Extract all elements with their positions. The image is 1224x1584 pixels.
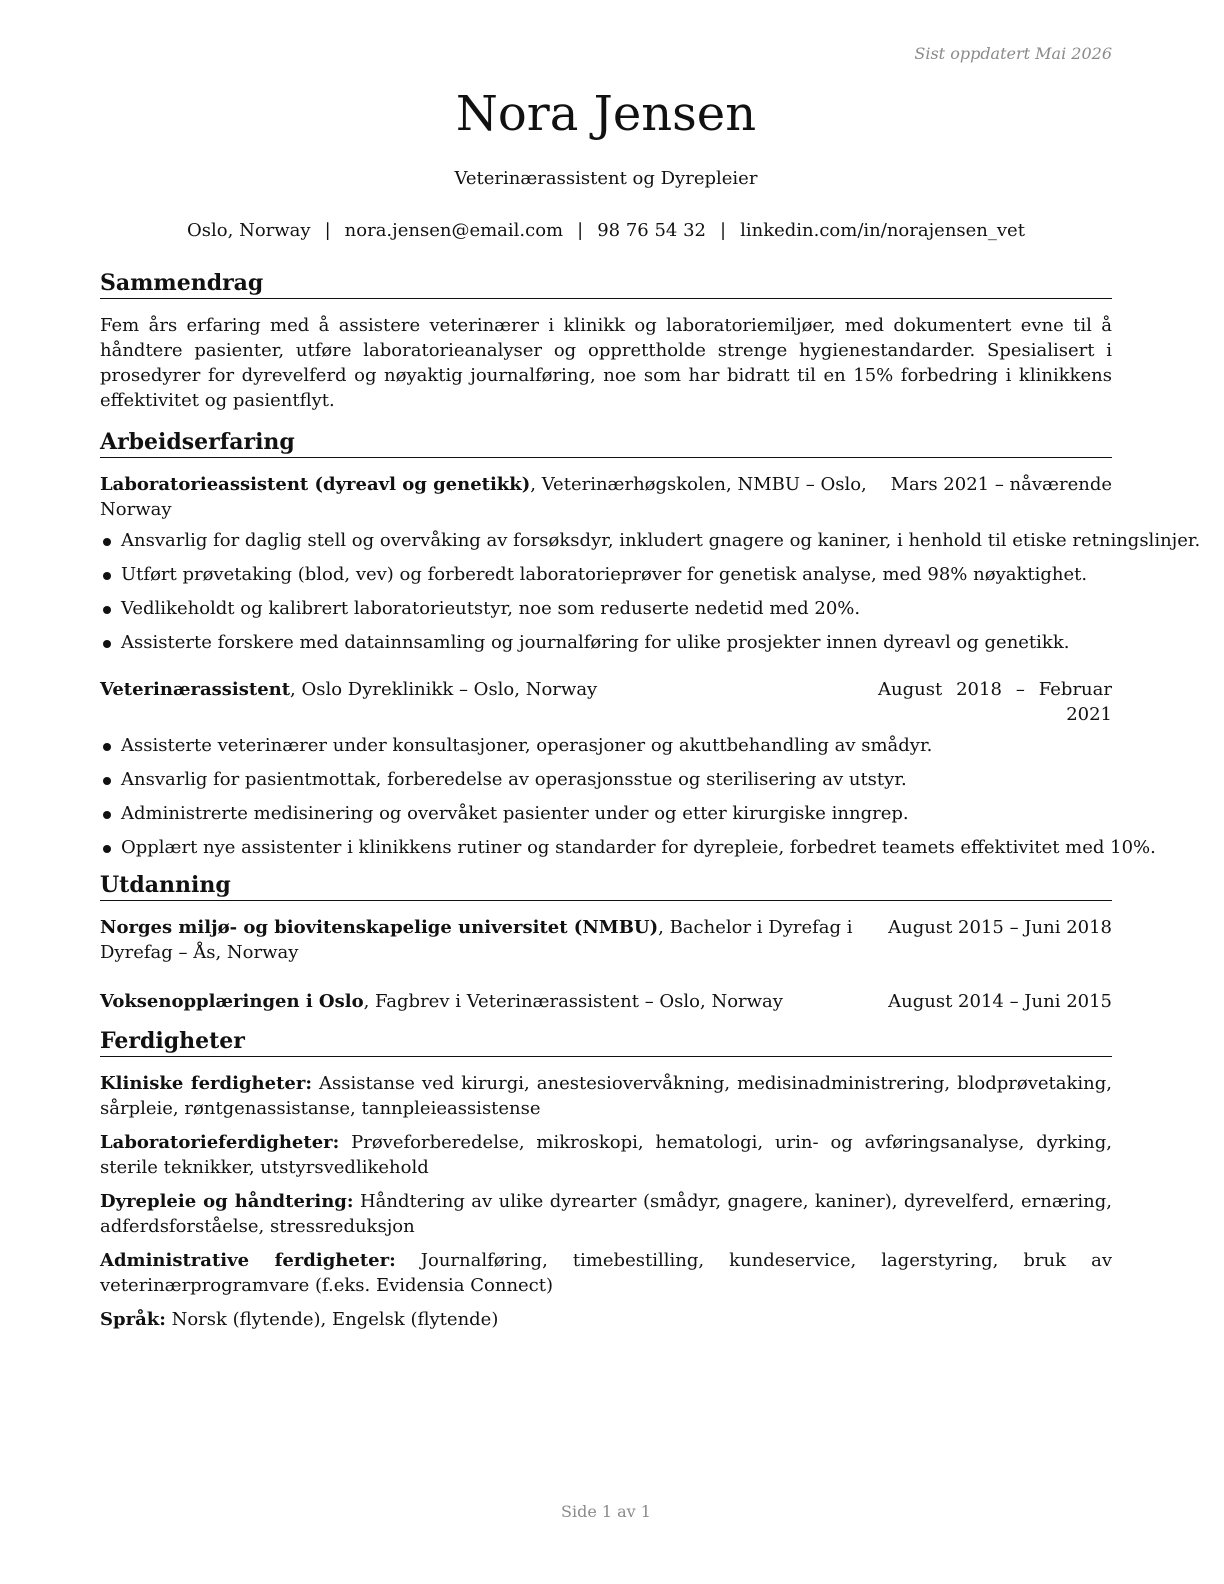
skill-text: Journalføring, timebestilling, kundeservice, lagerstyring, bruk av veterinærprogramvare (f.eks. Evidensia Connect) (100, 1250, 1112, 1296)
contact-linkedin[interactable]: linkedin.com/in/norajensen_vet (740, 220, 1025, 241)
skill-line (100, 1130, 1112, 1180)
contact-email[interactable]: nora.jensen@email.com (344, 220, 564, 241)
education-entry (100, 989, 1112, 1014)
summary-section (100, 268, 1112, 413)
contact-separator: | (577, 220, 584, 241)
skill-text: Norsk (flytende), Engelsk (flytende) (165, 1309, 499, 1330)
skill-label: Administrative ferdigheter: (100, 1250, 396, 1271)
summary-text: Fem års erfaring med å assistere veterinærer i klinikk og laboratoriemiljøer, med dokumentert evne til å håndtere pasienter, utføre laboratorieanalyser og opprettholde strenge hygienestandarder. Spesialisert i prosedyrer for dyrevelferd og nøyaktig journalføring, noe som har bidratt til en 15% forbedring i klinikkens effektivitet og pasientflyt. (100, 315, 1112, 411)
skill-line (100, 1307, 1112, 1332)
job-role: Veterinærassistent (100, 679, 291, 700)
education-dates: August 2015 – Juni 2018 (888, 917, 1112, 938)
list-item: Ansvarlig for daglig stell og overvåking av forsøksdyr, inkludert gnagere og kaniner, i henhold til etiske retningslinjer. (100, 528, 1112, 553)
list-item: Utført prøvetaking (blod, vev) og forberedt laboratorieprøver for genetisk analyse, med 98% nøyaktighet. (100, 562, 1112, 587)
contact-separator: | (324, 220, 331, 241)
list-item: Assisterte veterinærer under konsultasjoner, operasjoner og akuttbehandling av smådyr. (100, 733, 1112, 758)
education-school: Voksenopplæringen i Oslo (100, 991, 364, 1012)
skill-text: Prøveforberedelse, mikroskopi, hematologi, urin- og avføringsanalyse, dyrking, sterile teknikker, utstyrsvedlikehold (100, 1132, 1112, 1178)
experience-section (100, 427, 1201, 860)
last-updated: Sist oppdatert Mai 2026 (914, 44, 1112, 63)
skill-line (100, 1248, 1112, 1298)
summary-heading: Sammendrag (100, 268, 1112, 299)
job-entry (100, 472, 1201, 655)
resume-page (100, 0, 1201, 1584)
skill-line (100, 1189, 1112, 1239)
education-school: Norges miljø- og biovitenskapelige universitet (NMBU) (100, 917, 659, 938)
job-bullets (100, 528, 1201, 655)
education-details: , Bachelor i Dyrefag i Dyrefag – Ås, Norway (100, 917, 853, 963)
job-details: , Oslo Dyreklinikk – Oslo, Norway (290, 679, 598, 700)
list-item: Vedlikeholdt og kalibrert laboratorieutstyr, noe som reduserte nedetid med 20%. (100, 596, 1112, 621)
contact-separator: | (720, 220, 727, 241)
list-item: Administrerte medisinering og overvåket pasienter under og etter kirurgiske inngrep. (100, 801, 1112, 826)
skill-label: Dyrepleie og håndtering: (100, 1191, 354, 1212)
job-entry (100, 677, 1156, 860)
skill-label: Språk: (100, 1309, 166, 1330)
contact-line (100, 220, 1112, 241)
education-heading: Utdanning (100, 870, 1112, 901)
job-header (100, 677, 1112, 727)
candidate-title: Veterinærassistent og Dyrepleier (454, 168, 758, 189)
list-item: Assisterte forskere med datainnsamling og journalføring for ulike prosjekter innen dyreavl og genetikk. (100, 630, 1112, 655)
education-entry (100, 915, 1112, 965)
job-header (100, 472, 1112, 522)
job-bullets (100, 733, 1156, 860)
page-number: Side 1 av 1 (561, 1502, 651, 1521)
contact-location: Oslo, Norway (187, 220, 311, 241)
contact-phone[interactable]: 98 76 54 32 (597, 220, 707, 241)
skill-line (100, 1071, 1112, 1121)
skills-heading: Ferdigheter (100, 1026, 1112, 1057)
candidate-name: Nora Jensen (455, 86, 757, 142)
skill-label: Laboratorieferdigheter: (100, 1132, 340, 1153)
job-role: Laboratorieassistent (dyreavl og genetikk) (100, 474, 531, 495)
resume-content (100, 268, 1201, 1341)
job-details: , Veterinærhøgskolen, NMBU – Oslo, Norway (100, 474, 867, 520)
list-item: Opplært nye assistenter i klinikkens rutiner og standarder for dyrepleie, forbedret teamets effektivitet med 10%. (100, 835, 1112, 860)
education-section (100, 870, 1112, 1014)
list-item: Ansvarlig for pasientmottak, forberedelse av operasjonsstue og sterilisering av utstyr. (100, 767, 1112, 792)
education-dates: August 2014 – Juni 2015 (888, 991, 1112, 1012)
job-dates: August 2018 – Februar 2021 (878, 679, 1112, 725)
education-details: , Fagbrev i Veterinærassistent – Oslo, Norway (363, 991, 783, 1012)
job-dates: Mars 2021 – nåværende (890, 474, 1112, 495)
experience-heading: Arbeidserfaring (100, 427, 1112, 458)
skill-label: Kliniske ferdigheter: (100, 1073, 312, 1094)
skills-section (100, 1026, 1112, 1332)
skill-text: Assistanse ved kirurgi, anestesiovervåkning, medisinadministrering, blodprøvetaking, sårpleie, røntgenassistanse, tannpleieassistense (100, 1073, 1112, 1119)
skill-text: Håndtering av ulike dyrearter (smådyr, gnagere, kaniner), dyrevelferd, ernæring, adferdsforståelse, stressreduksjon (100, 1191, 1112, 1237)
